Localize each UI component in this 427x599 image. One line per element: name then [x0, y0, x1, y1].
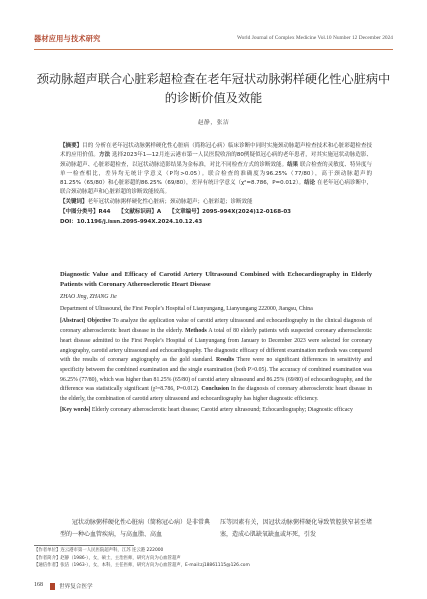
keywords-en [60, 406, 372, 416]
running-header [34, 34, 393, 48]
footnote-author-bio: 【作者简介】赵静（1986-），女，硕士，主治医师，研究方向为心血管超声 [34, 555, 181, 561]
abstract-en [60, 270, 372, 416]
abstract-cn-methods: 选择2023年1—12月连云港市第一人民医院收治的80例疑似冠心病的老年患者，对其实施冠状动脉造影、颈动脉超声、心脏彩超检查，以冠状动脉造影结果为金标准，对比不同检查方式的诊断效能。 [60, 152, 373, 168]
body-column-right: 压等因素有关，因冠状动脉粥样硬化导致管腔狭窄甚至堵塞，造成心肌缺氧缺血或坏死，引发 [220, 519, 372, 538]
abstract-cn-results: 联合检查的灵敏度、特异度与单一检查相比，差异均无统计学意义（P均>0.05）。联合检查的准确度为96.25%（77/80），高于颈动脉超声的81.25%（65/80）和心脏彩超的86.25%（69/80），差异有统计学意义（χ²=8.786，P=0.012）。 [60, 161, 372, 187]
body-column-left: 冠状动脉粥样硬化性心脏病（简称冠心病）是非常典型的一种心血管疾病，与高血脂、高血 [60, 519, 211, 538]
header-rule [34, 49, 393, 50]
abstract-cn-methods-label: 方法 [99, 152, 111, 159]
abstract-cn-body [60, 142, 372, 198]
abstract-en-objective-label: Objective [87, 318, 112, 325]
keywords-en-label: [Key words] [60, 406, 91, 413]
footnote-rule [34, 545, 134, 546]
journal-info: World Journal of Complex Medicine Vol.10 Number 12 December 2024 [237, 35, 393, 41]
abstract-cn [60, 142, 372, 228]
abstract-en-conclusion-label: Conclusion [201, 386, 230, 393]
authors-cn: 赵静，张洁 [197, 120, 230, 126]
abstract-cn-objective: 目的 分析在老年冠状动脉粥样硬化性心脏病（简称冠心病）临床诊断中同时实施颈动脉超声检查技术和心脏彩超检查技术的应用价值。 [60, 143, 372, 159]
abstract-en-conclusion: In the diagnosis of coronary atherosclerotic heart disease in the elderly, the combination of carotid artery ultrasound and echocardiography has higher diagnostic efficiency. [60, 386, 372, 403]
page-number: 168 [34, 582, 43, 588]
keywords-cn-label: 【关键词】 [60, 199, 88, 206]
abstract-en-results: There were no significant differences in sensitivity and specificity between the combined examination and the single examination (both P>0.05). The accuracy of combined examination was 96.25% (77/80), which was higher than 81.25% (65/80) of carotid artery ultrasound and 86.25% (69/80) of echocardiography, and the difference was statistically significant (χ²=8.786, P=0.012). [60, 357, 372, 393]
article-title-en: Diagnostic Value and Efficacy of Carotid Artery Ultrasound Combined with Echocardiography in Elderly Patients with Coronary Atherosclerotic Heart Disease [60, 271, 372, 288]
section-label: 器材应用与技术研究 [34, 34, 101, 43]
footnote-corresponding: 【通信作者】张洁（1963-），女，本科，主任医师，研究方向为心血管超声，E-mail:zj18861115@126.com [34, 563, 250, 569]
authors-en: ZHAO Jing, ZHANG Jie [60, 294, 117, 300]
doi: DOI：10.1196/j.issn.2095-994X.2024.10.12.43 [60, 218, 203, 225]
article-number: 【文章编号】2095-994X(2024)12-0168-03 [169, 209, 291, 216]
abstract-cn-conclusion: 在老年冠心病诊断中，联合颈动脉超声和心脏彩超的诊断效能较高。 [60, 180, 372, 196]
article-title-cn: 颈动脉超声联合心脏彩超检查在老年冠状动脉粥样硬化性心脏病中的诊断价值及效能 [36, 72, 391, 105]
abstract-en-methods: A total of 80 elderly patients with suspected coronary atherosclerotic heart disease admitted to the First People’s Hospital of Lianyungang from January to December 2023 were selected for coronary angiography, carotid artery ultrasound and echocardiography. The diagnostic efficacy of different examination methods was compared with the results of coronary angiography as the gold standard. [60, 328, 372, 364]
abstract-en-objective: To analyze the application value of carotid artery ultrasound and echocardiography in the clinical diagnosis of coronary atherosclerotic heart disease in the elderly. [60, 318, 373, 335]
abstract-cn-results-label: 结果 [287, 161, 299, 168]
article-meta [60, 208, 372, 217]
abstract-en-label: [Abstract] [60, 318, 86, 325]
keywords-cn-text: 老年冠状动脉粥样硬化性心脏病；颈动脉超声；心脏彩超；诊断效能 [87, 199, 253, 206]
footer-journal: 世界复合医学 [59, 584, 93, 590]
footnote-affiliation: 【作者单位】连云港市第一人民医院超声科，江苏 连云港 222000 [34, 548, 164, 553]
footer-bar [50, 583, 55, 590]
keywords-cn [60, 198, 372, 207]
document-code: 【文献标识码】A [118, 209, 162, 216]
affiliation-en: Department of Ultrasound, the First People’s Hospital of Lianyungang, Lianyungang 222000, Jiangsu, China [60, 305, 313, 312]
abstract-en-methods-label: Methods [185, 328, 207, 335]
abstract-en-results-label: Results [216, 357, 235, 364]
footnotes [34, 547, 394, 570]
keywords-en-text: Elderly coronary atherosclerotic heart disease; Carotid artery ultrasound; Echocardiography; Diagnostic efficacy [91, 406, 353, 413]
abstract-en-body [60, 317, 372, 404]
clc-code: 【中图分类号】R44 [60, 209, 111, 216]
abstract-cn-label: 【摘要】 [60, 143, 83, 149]
abstract-cn-conclusion-label: 结论 [304, 180, 316, 187]
